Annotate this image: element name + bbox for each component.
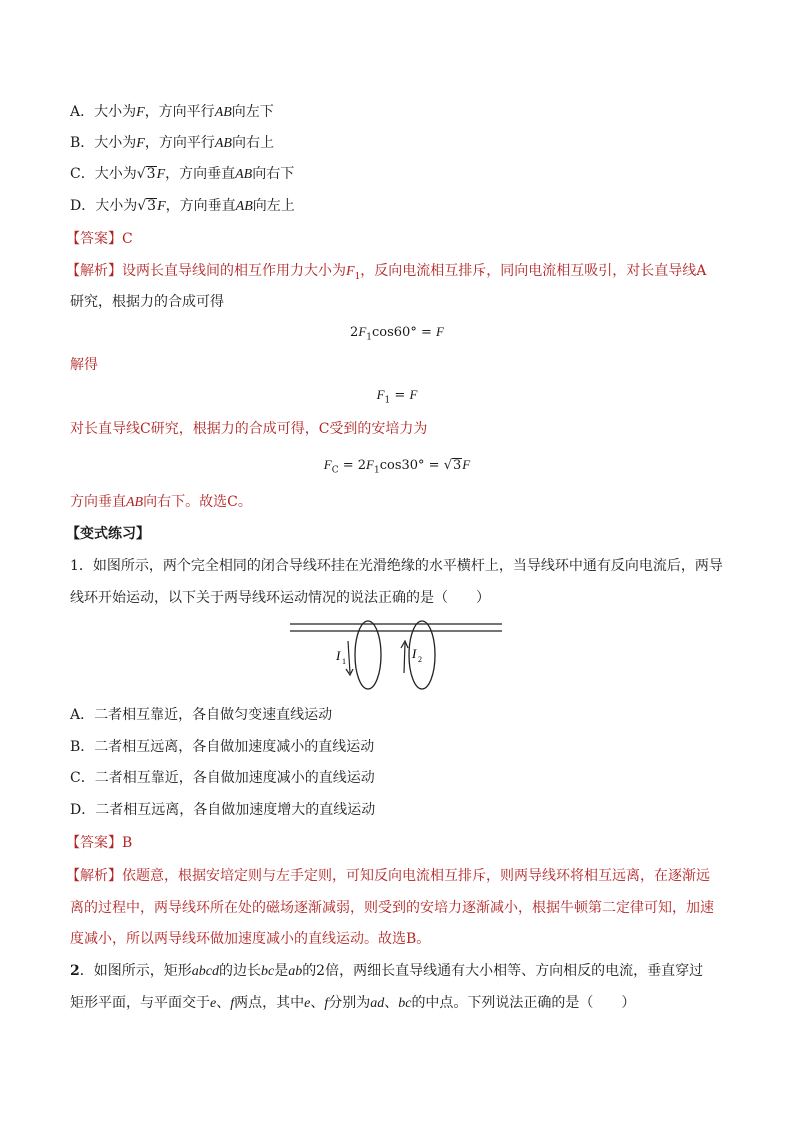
segment-symbol: AB [235,199,253,214]
eq-rhs: F [409,387,418,402]
eq-var: F [323,457,332,472]
eq-sign: = 2 [338,458,367,473]
analysis-line-4 [70,492,252,513]
stem-text: ．如图所示，矩形 [79,963,192,979]
eq-sign: = [424,458,444,473]
stem-text: 、 [310,995,325,1011]
stem-text: 是 [274,963,289,979]
option-text: 向右上 [231,135,274,151]
q1-option-c: C．二者相互靠近，各自做加速度减小的直线运动 [70,770,375,786]
math-var: bc [260,964,275,979]
force-symbol: F [346,264,355,279]
option-letter: D． [70,198,96,214]
option-text: 大小为 [94,104,137,120]
answer-line [66,229,133,249]
option-letter: B． [70,135,95,151]
analysis-tag: 【解析】 [66,868,122,884]
math-var: e [304,996,311,1011]
q1-analysis-line-3: 度减小，所以两导线环做加速度减小的直线运动。故选B。 [70,931,431,947]
math-var: bc [398,996,412,1011]
math-var: f [230,996,235,1011]
sqrt-expression: √3F [137,198,166,214]
math-var: f [324,996,329,1011]
q1-analysis-line-1 [66,866,710,886]
eq-rhs: F [436,324,444,339]
force-symbol: F [156,167,166,182]
option-text: ，方向平行 [144,135,215,151]
practice-header: 【变式练习】 [66,526,150,542]
option-letter: C． [70,166,95,182]
q1-stem-line-2: 线环开始运动，以下关于两导线环运动情况的说法正确的是（ ） [70,590,490,606]
eq-sub: 1 [384,395,391,406]
current-label-2: I [412,646,417,661]
q1-answer-line [66,833,132,853]
q1-option-b: B．二者相互远离，各自做加速度减小的直线运动 [70,739,375,755]
current-arrow-up-icon [404,643,405,673]
sqrt-radicand: 3 [146,166,156,182]
force-symbol: F [157,199,166,214]
option-d [70,196,295,217]
force-symbol: F [136,105,145,120]
option-c [70,164,294,185]
stem-text: 、 [216,995,231,1011]
segment-symbol: AB [126,495,144,510]
q1-analysis-line-2: 离的过程中，两导线环所在处的磁场逐渐减弱，则受到的安培力逐渐减小，根据牛顿第二定律可知，加速 [70,900,714,916]
analysis-text: 方向垂直 [70,494,126,510]
eq-sign: = [416,325,436,340]
eq-func: cos60° [372,325,417,340]
question-number: 2 [70,963,80,979]
analysis-text: 设两长直导线间的相互作用力大小为 [122,263,346,279]
eq-var: F [358,324,367,339]
option-text: ，方向垂直 [165,198,236,214]
eq-func: cos30° [379,458,425,473]
option-text: 大小为 [94,166,137,182]
analysis-line-1 [66,261,706,287]
equation-3: $F_C = 2F_1\cos 30^\circ = √3F$ [323,457,471,476]
sqrt-radicand: 3 [453,458,462,473]
subscript: 1 [354,271,361,282]
option-letter: A． [70,104,95,120]
eq-sub: 1 [366,332,372,343]
eq-var: F [366,457,374,472]
answer-tag: 【答案】 [66,835,122,851]
eq-rhs: F [462,457,471,472]
stem-text: 矩形平面，与平面交于 [70,995,210,1011]
q1-stem-line-1: 1．如图所示，两个完全相同的闭合导线环挂在光滑绝缘的水平横杆上，当导线环中通有反向电流后，两导 [70,558,723,574]
segment-symbol: AB [214,105,232,120]
q2-stem-line-1 [70,961,703,982]
option-text: ，方向垂直 [165,166,236,182]
math-var: ad [370,996,385,1011]
analysis-text: ，反向电流相互排斥，同向电流相互吸引，对长直导线A [360,263,707,279]
current-label-1-sub: 1 [342,657,346,666]
math-var: ab [288,964,303,979]
stem-text: 分别为 [328,995,371,1011]
answer-value: B [122,835,133,851]
math-var: e [210,996,217,1011]
stem-text: 的中点。下列说法正确的是（ ） [411,995,636,1011]
equation-1 [0,322,794,348]
analysis-line-2: 研究，根据力的合成可得 [70,294,224,310]
analysis-tag: 【解析】 [66,263,122,279]
q1-option-a: A．二者相互靠近，各自做匀变速直线运动 [70,707,333,723]
q2-stem-line-2 [70,993,635,1014]
sqrt-radicand: 3 [147,198,157,214]
stem-text: 的2倍，两细长直导线通有大小相等、方向相反的电流，垂直穿过 [302,963,704,979]
equation-2 [0,385,794,411]
option-text: 向左上 [252,198,295,214]
option-text: ，方向平行 [144,104,215,120]
math-var: abcd [191,964,219,979]
q1-option-d: D．二者相互远离，各自做加速度增大的直线运动 [70,802,376,818]
option-text: 大小为 [95,198,138,214]
sqrt-expression: √3F [136,166,166,182]
stem-text: 、 [384,995,399,1011]
segment-symbol: AB [235,167,253,182]
answer-value: C [122,231,133,247]
option-b [70,133,274,154]
segment-symbol: AB [214,136,232,151]
analysis-line-3: 对长直导线C研究，根据力的合成可得，C受到的安培力为 [70,421,428,437]
stem-text: 两点，其中 [234,995,305,1011]
option-text: 大小为 [94,135,137,151]
analysis-text: 依题意，根据安培定则与左手定则，可知反向电流相互排斥，则两导线环将相互远离，在逐渐远 [122,868,710,884]
analysis-text: 向右下。故选C。 [143,494,252,510]
solve-label: 解得 [70,357,98,373]
eq-var: F [376,387,385,402]
eq-sub: 1 [373,465,380,476]
force-symbol: F [136,136,145,151]
option-a [70,102,274,123]
current-label-2-sub: 2 [418,655,422,664]
stem-text: 的边长 [218,963,261,979]
option-text: 向右下 [252,166,295,182]
eq-sign: = [390,388,410,403]
two-rings-figure [288,617,504,695]
current-label-1: I [336,648,341,663]
option-text: 向左下 [231,104,274,120]
eq-sub: C [331,465,339,476]
eq-coef: 2 [350,325,359,340]
answer-tag: 【答案】 [66,231,122,247]
current-arrow-down-icon [348,641,350,673]
